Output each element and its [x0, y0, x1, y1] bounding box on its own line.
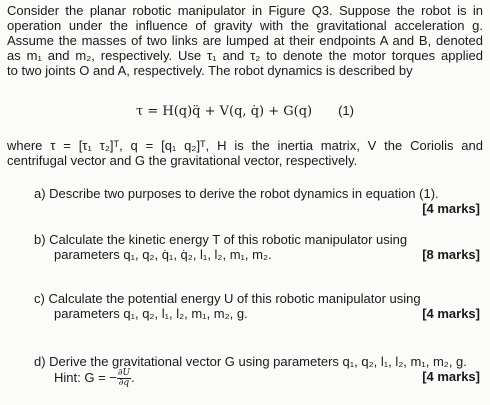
- hint-fraction: [117, 369, 131, 388]
- question-params: parameters q₁, q₂, l₁, l₂, m₁, m₂, g.: [54, 306, 248, 321]
- dynamics-equation: [0, 103, 490, 119]
- question-text: a) Describe two purposes to derive the robot dynamics in equation (1).: [34, 186, 439, 201]
- intro-line: Consider the planar robotic manipulator in Figure Q3. Suppose the robot is in: [7, 3, 483, 18]
- hint-numerator: ∂U: [117, 368, 131, 378]
- hint-end: .: [131, 369, 135, 385]
- intro-line: Assume the masses of two links are lumped at their endpoints A and B, denoted: [7, 33, 483, 48]
- question-d: [34, 354, 480, 389]
- question-text: c) Calculate the potential energy U of this robotic manipulator using: [34, 291, 421, 306]
- intro-line: as m₁ and m₂, respectively. Use τ₁ and τ₂ to denote the motor torques applied: [7, 48, 483, 63]
- marks-label: [4 marks]: [422, 369, 480, 384]
- question-c: [34, 291, 480, 321]
- intro-line: operation under the influence of gravity with the gravitational acceleration g.: [7, 18, 483, 33]
- question-text: b) Calculate the kinetic energy T of this robotic manipulator using: [34, 232, 408, 247]
- equation-number: (1): [338, 103, 354, 118]
- question-a: [34, 186, 480, 216]
- question-b: [34, 232, 480, 262]
- intro-paragraph: [7, 3, 483, 78]
- marks-label: [4 marks]: [422, 201, 480, 216]
- where-line: centrifugal vector and G the gravitational vector, respectively.: [7, 153, 358, 168]
- equation-text: τ = H(q)q̈ + V(q, q̇) + G(q): [136, 104, 313, 119]
- intro-line: to two joints O and A, respectively. The robot dynamics is described by: [7, 63, 413, 78]
- where-line: where τ = [τ₁ τ₂]ᵀ, q = [q₁ q₂]ᵀ, H is the inertia matrix, V the Coriolis and: [7, 138, 483, 153]
- hint-denominator: ∂q: [118, 378, 130, 388]
- where-paragraph: [7, 138, 483, 168]
- hint-label: Hint: G = −: [54, 369, 117, 385]
- marks-label: [8 marks]: [422, 247, 480, 262]
- question-text: d) Derive the gravitational vector G using parameters q₁, q₂, l₁, l₂, m₁, m₂, g.: [34, 354, 467, 369]
- question-params: parameters q₁, q₂, q̇₁, q̇₂, l₁, l₂, m₁, m₂.: [54, 247, 272, 262]
- marks-label: [4 marks]: [422, 306, 480, 321]
